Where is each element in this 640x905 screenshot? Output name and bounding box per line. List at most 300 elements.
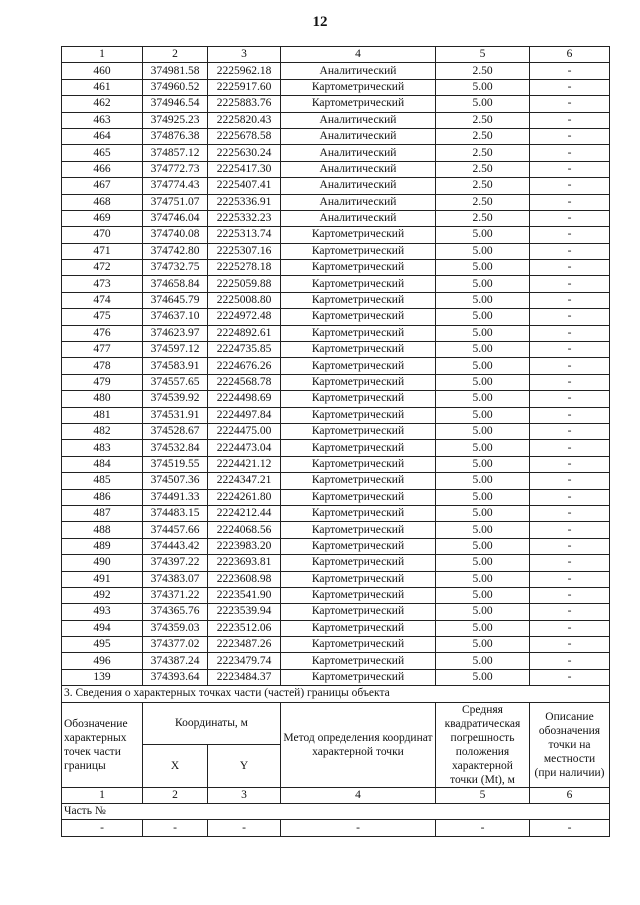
x-coordinate: 374443.42 [143, 538, 208, 554]
point-number: 479 [62, 374, 143, 390]
description: - [530, 423, 610, 439]
column-number: 3 [208, 787, 281, 803]
accuracy: 5.00 [436, 505, 530, 521]
table-row [62, 604, 610, 620]
method: Аналитический [281, 178, 436, 194]
x-coordinate: 374946.54 [143, 96, 208, 112]
y-coordinate: 2225059.88 [208, 276, 281, 292]
y-coordinate: 2223479.74 [208, 653, 281, 669]
method: Картометрический [281, 79, 436, 95]
point-number: 464 [62, 128, 143, 144]
x-coordinate: 374658.84 [143, 276, 208, 292]
description: - [530, 653, 610, 669]
empty-cell: - [281, 820, 436, 836]
empty-cell: - [143, 820, 208, 836]
table-row [62, 161, 610, 177]
method: Картометрический [281, 309, 436, 325]
table-row [62, 358, 610, 374]
method: Картометрический [281, 391, 436, 407]
accuracy: 5.00 [436, 604, 530, 620]
y-coordinate: 2225678.58 [208, 128, 281, 144]
x-coordinate: 374623.97 [143, 325, 208, 341]
method: Аналитический [281, 63, 436, 79]
x-coordinate: 374740.08 [143, 227, 208, 243]
table-row [62, 63, 610, 79]
table-row [62, 653, 610, 669]
table-row [62, 112, 610, 128]
x-coordinate: 374597.12 [143, 342, 208, 358]
description: - [530, 260, 610, 276]
y-coordinate: 2223512.06 [208, 620, 281, 636]
method: Аналитический [281, 145, 436, 161]
method: Картометрический [281, 456, 436, 472]
accuracy: 5.00 [436, 473, 530, 489]
method: Картометрический [281, 538, 436, 554]
accuracy: 2.50 [436, 161, 530, 177]
table-row [62, 522, 610, 538]
y-coordinate: 2225417.30 [208, 161, 281, 177]
x-coordinate: 374742.80 [143, 243, 208, 259]
point-number: 491 [62, 571, 143, 587]
y-coordinate: 2224676.26 [208, 358, 281, 374]
point-designation-header: Обозначение характерных точек части границы [62, 702, 143, 787]
table-row [62, 309, 610, 325]
table-row [62, 423, 610, 439]
y-coordinate: 2225630.24 [208, 145, 281, 161]
column-number: 6 [530, 47, 610, 63]
accuracy-header: Средняя квадратическая погрешность положения характерной точки (Mt), м [436, 702, 530, 787]
table-row [62, 669, 610, 685]
x-coordinate: 374637.10 [143, 309, 208, 325]
y-coordinate: 2225307.16 [208, 243, 281, 259]
accuracy: 5.00 [436, 637, 530, 653]
method: Картометрический [281, 571, 436, 587]
point-number: 470 [62, 227, 143, 243]
y-coordinate: 2224498.69 [208, 391, 281, 407]
method: Аналитический [281, 112, 436, 128]
method: Аналитический [281, 194, 436, 210]
point-number: 488 [62, 522, 143, 538]
method: Аналитический [281, 210, 436, 226]
x-coordinate: 374519.55 [143, 456, 208, 472]
accuracy: 2.50 [436, 178, 530, 194]
accuracy: 5.00 [436, 620, 530, 636]
table-row [62, 489, 610, 505]
accuracy: 5.00 [436, 358, 530, 374]
accuracy: 5.00 [436, 423, 530, 439]
table-row [62, 440, 610, 456]
y-coordinate: 2223487.26 [208, 637, 281, 653]
accuracy: 5.00 [436, 440, 530, 456]
method: Картометрический [281, 243, 436, 259]
y-coordinate: 2225313.74 [208, 227, 281, 243]
y-coordinate: 2225962.18 [208, 63, 281, 79]
accuracy: 5.00 [436, 571, 530, 587]
method: Картометрический [281, 374, 436, 390]
description: - [530, 522, 610, 538]
table-row [62, 325, 610, 341]
description: - [530, 292, 610, 308]
table-row [62, 79, 610, 95]
y-coordinate: 2224497.84 [208, 407, 281, 423]
point-number: 462 [62, 96, 143, 112]
description: - [530, 210, 610, 226]
section3-title-row [62, 686, 610, 702]
column-number: 3 [208, 47, 281, 63]
x-coordinate: 374772.73 [143, 161, 208, 177]
method: Картометрический [281, 555, 436, 571]
table-row [62, 178, 610, 194]
method: Картометрический [281, 325, 436, 341]
accuracy: 5.00 [436, 292, 530, 308]
description: - [530, 178, 610, 194]
point-number: 477 [62, 342, 143, 358]
accuracy: 5.00 [436, 374, 530, 390]
y-coordinate: 2223693.81 [208, 555, 281, 571]
empty-row [62, 820, 610, 836]
table-row [62, 637, 610, 653]
x-coordinate: 374531.91 [143, 407, 208, 423]
y-coordinate: 2224212.44 [208, 505, 281, 521]
y-coordinate: 2225917.60 [208, 79, 281, 95]
y-coordinate: 2225336.91 [208, 194, 281, 210]
point-number: 468 [62, 194, 143, 210]
table-row [62, 96, 610, 112]
description: - [530, 374, 610, 390]
table-row [62, 407, 610, 423]
section3-header-row [62, 702, 610, 744]
method: Картометрический [281, 407, 436, 423]
x-coordinate: 374397.22 [143, 555, 208, 571]
table-row [62, 145, 610, 161]
y-coordinate: 2223608.98 [208, 571, 281, 587]
accuracy: 5.00 [436, 325, 530, 341]
method: Картометрический [281, 96, 436, 112]
description: - [530, 505, 610, 521]
table-row [62, 128, 610, 144]
method-header: Метод определения координат характерной точки [281, 702, 436, 787]
accuracy: 5.00 [436, 587, 530, 603]
x-coordinate: 374539.92 [143, 391, 208, 407]
x-coordinate: 374532.84 [143, 440, 208, 456]
accuracy: 5.00 [436, 96, 530, 112]
point-number: 475 [62, 309, 143, 325]
description: - [530, 145, 610, 161]
table-row [62, 276, 610, 292]
method: Картометрический [281, 342, 436, 358]
description: - [530, 161, 610, 177]
y-coordinate: 2225332.23 [208, 210, 281, 226]
empty-cell: - [62, 820, 143, 836]
table-row [62, 538, 610, 554]
accuracy: 2.50 [436, 194, 530, 210]
x-coordinate: 374960.52 [143, 79, 208, 95]
table-row [62, 342, 610, 358]
method: Картометрический [281, 473, 436, 489]
point-number: 494 [62, 620, 143, 636]
coordinates-table-body [62, 47, 610, 837]
table-row [62, 374, 610, 390]
point-number: 465 [62, 145, 143, 161]
method: Картометрический [281, 522, 436, 538]
accuracy: 5.00 [436, 260, 530, 276]
x-header: X [143, 744, 208, 787]
point-number: 478 [62, 358, 143, 374]
description: - [530, 587, 610, 603]
point-number: 481 [62, 407, 143, 423]
y-header: Y [208, 744, 281, 787]
page-number: 12 [312, 14, 328, 30]
y-coordinate: 2224475.00 [208, 423, 281, 439]
coordinates-table [61, 46, 610, 837]
accuracy: 5.00 [436, 669, 530, 685]
coordinates-header: Координаты, м [143, 702, 281, 744]
x-coordinate: 374528.67 [143, 423, 208, 439]
accuracy: 5.00 [436, 407, 530, 423]
accuracy: 5.00 [436, 538, 530, 554]
description: - [530, 571, 610, 587]
empty-cell: - [530, 820, 610, 836]
description: - [530, 538, 610, 554]
table-row [62, 210, 610, 226]
method: Картометрический [281, 489, 436, 505]
x-coordinate: 374457.66 [143, 522, 208, 538]
method: Картометрический [281, 292, 436, 308]
y-coordinate: 2224568.78 [208, 374, 281, 390]
point-number: 489 [62, 538, 143, 554]
x-coordinate: 374393.64 [143, 669, 208, 685]
x-coordinate: 374377.02 [143, 637, 208, 653]
method: Картометрический [281, 620, 436, 636]
point-number: 496 [62, 653, 143, 669]
accuracy: 5.00 [436, 522, 530, 538]
accuracy: 5.00 [436, 309, 530, 325]
point-number: 460 [62, 63, 143, 79]
description: - [530, 194, 610, 210]
method: Картометрический [281, 276, 436, 292]
description: - [530, 309, 610, 325]
accuracy: 5.00 [436, 555, 530, 571]
y-coordinate: 2225008.80 [208, 292, 281, 308]
accuracy: 5.00 [436, 276, 530, 292]
y-coordinate: 2224473.04 [208, 440, 281, 456]
table-row [62, 456, 610, 472]
description: - [530, 79, 610, 95]
y-coordinate: 2224421.12 [208, 456, 281, 472]
method: Картометрический [281, 669, 436, 685]
x-coordinate: 374365.76 [143, 604, 208, 620]
method: Картометрический [281, 505, 436, 521]
table-row [62, 292, 610, 308]
y-coordinate: 2223539.94 [208, 604, 281, 620]
description: - [530, 407, 610, 423]
point-number: 139 [62, 669, 143, 685]
method: Аналитический [281, 161, 436, 177]
accuracy: 2.50 [436, 63, 530, 79]
point-number: 486 [62, 489, 143, 505]
description: - [530, 128, 610, 144]
x-coordinate: 374925.23 [143, 112, 208, 128]
point-number: 484 [62, 456, 143, 472]
accuracy: 5.00 [436, 391, 530, 407]
method: Картометрический [281, 227, 436, 243]
x-coordinate: 374774.43 [143, 178, 208, 194]
x-coordinate: 374857.12 [143, 145, 208, 161]
point-number: 485 [62, 473, 143, 489]
y-coordinate: 2224972.48 [208, 309, 281, 325]
accuracy: 5.00 [436, 342, 530, 358]
x-coordinate: 374491.33 [143, 489, 208, 505]
column-number: 4 [281, 787, 436, 803]
point-number: 487 [62, 505, 143, 521]
description: - [530, 112, 610, 128]
point-number: 482 [62, 423, 143, 439]
table-row [62, 227, 610, 243]
description: - [530, 620, 610, 636]
description: - [530, 358, 610, 374]
point-number: 466 [62, 161, 143, 177]
method: Картометрический [281, 587, 436, 603]
y-coordinate: 2225883.76 [208, 96, 281, 112]
table-row [62, 505, 610, 521]
accuracy: 2.50 [436, 112, 530, 128]
part-row [62, 804, 610, 820]
y-coordinate: 2224261.80 [208, 489, 281, 505]
section3-title: 3. Сведения о характерных точках части (частей) границы объекта [62, 686, 610, 702]
description: - [530, 391, 610, 407]
description: - [530, 637, 610, 653]
section3-number-row [62, 787, 610, 803]
accuracy: 5.00 [436, 79, 530, 95]
empty-cell: - [208, 820, 281, 836]
column-number: 1 [62, 787, 143, 803]
method: Аналитический [281, 128, 436, 144]
table-row [62, 473, 610, 489]
table-row [62, 571, 610, 587]
description-header: Описание обозначения точки на местности (при наличии) [530, 702, 610, 787]
point-number: 473 [62, 276, 143, 292]
point-number: 493 [62, 604, 143, 620]
x-coordinate: 374645.79 [143, 292, 208, 308]
point-number: 476 [62, 325, 143, 341]
column-number: 4 [281, 47, 436, 63]
description: - [530, 342, 610, 358]
column-number: 5 [436, 47, 530, 63]
point-number: 490 [62, 555, 143, 571]
point-number: 469 [62, 210, 143, 226]
point-number: 461 [62, 79, 143, 95]
table-row [62, 587, 610, 603]
description: - [530, 63, 610, 79]
method: Картометрический [281, 358, 436, 374]
x-coordinate: 374483.15 [143, 505, 208, 521]
x-coordinate: 374981.58 [143, 63, 208, 79]
x-coordinate: 374387.24 [143, 653, 208, 669]
table-row [62, 260, 610, 276]
method: Картометрический [281, 423, 436, 439]
x-coordinate: 374371.22 [143, 587, 208, 603]
accuracy: 2.50 [436, 145, 530, 161]
column-number: 1 [62, 47, 143, 63]
description: - [530, 604, 610, 620]
column-number: 6 [530, 787, 610, 803]
column-number: 5 [436, 787, 530, 803]
table-row [62, 391, 610, 407]
x-coordinate: 374507.36 [143, 473, 208, 489]
x-coordinate: 374383.07 [143, 571, 208, 587]
description: - [530, 489, 610, 505]
table-row [62, 243, 610, 259]
description: - [530, 669, 610, 685]
x-coordinate: 374751.07 [143, 194, 208, 210]
accuracy: 5.00 [436, 653, 530, 669]
method: Картометрический [281, 440, 436, 456]
accuracy: 5.00 [436, 227, 530, 243]
description: - [530, 473, 610, 489]
column-number-row [62, 47, 610, 63]
method: Картометрический [281, 637, 436, 653]
y-coordinate: 2225278.18 [208, 260, 281, 276]
method: Картометрический [281, 604, 436, 620]
description: - [530, 243, 610, 259]
y-coordinate: 2225820.43 [208, 112, 281, 128]
column-number: 2 [143, 47, 208, 63]
table-row [62, 620, 610, 636]
description: - [530, 96, 610, 112]
column-number: 2 [143, 787, 208, 803]
accuracy: 2.50 [436, 210, 530, 226]
x-coordinate: 374557.65 [143, 374, 208, 390]
point-number: 471 [62, 243, 143, 259]
point-number: 480 [62, 391, 143, 407]
description: - [530, 456, 610, 472]
point-number: 472 [62, 260, 143, 276]
description: - [530, 555, 610, 571]
x-coordinate: 374359.03 [143, 620, 208, 636]
y-coordinate: 2225407.41 [208, 178, 281, 194]
description: - [530, 276, 610, 292]
part-label: Часть № [62, 804, 610, 820]
accuracy: 5.00 [436, 456, 530, 472]
accuracy: 2.50 [436, 128, 530, 144]
point-number: 463 [62, 112, 143, 128]
x-coordinate: 374876.38 [143, 128, 208, 144]
x-coordinate: 374732.75 [143, 260, 208, 276]
table-row [62, 194, 610, 210]
point-number: 495 [62, 637, 143, 653]
description: - [530, 325, 610, 341]
point-number: 483 [62, 440, 143, 456]
y-coordinate: 2223484.37 [208, 669, 281, 685]
y-coordinate: 2224892.61 [208, 325, 281, 341]
description: - [530, 227, 610, 243]
y-coordinate: 2223983.20 [208, 538, 281, 554]
point-number: 467 [62, 178, 143, 194]
empty-cell: - [436, 820, 530, 836]
point-number: 474 [62, 292, 143, 308]
method: Картометрический [281, 653, 436, 669]
point-number: 492 [62, 587, 143, 603]
y-coordinate: 2224735.85 [208, 342, 281, 358]
table-row [62, 555, 610, 571]
y-coordinate: 2224347.21 [208, 473, 281, 489]
method: Картометрический [281, 260, 436, 276]
accuracy: 5.00 [436, 243, 530, 259]
description: - [530, 440, 610, 456]
y-coordinate: 2224068.56 [208, 522, 281, 538]
y-coordinate: 2223541.90 [208, 587, 281, 603]
x-coordinate: 374746.04 [143, 210, 208, 226]
